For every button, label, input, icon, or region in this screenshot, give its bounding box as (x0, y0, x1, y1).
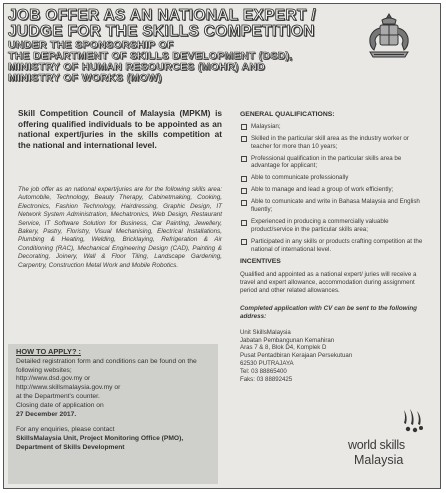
logo-text-line-1: world skills (348, 438, 405, 452)
cv-note: Completed application with CV can be sent to the following address: (240, 304, 418, 320)
checkbox-icon (241, 239, 247, 245)
checkbox-icon (241, 156, 247, 162)
how-to-apply-heading: HOW TO APPLY? : (16, 347, 82, 356)
contact-office: SkillsMalaysia Unit, Project Monitoring Office (PMO), Department of Skills Development (16, 435, 184, 451)
list-item: Professional qualification in the particular skills area be advantage for applicant; (240, 155, 426, 171)
checkbox-icon (241, 200, 247, 206)
apply-counter-text: at the Department's counter. (16, 392, 100, 400)
advert-header (8, 8, 362, 84)
worldskills-mark-icon (400, 408, 426, 434)
list-item: Malaysian; (240, 123, 426, 131)
headline-line-1: JOB OFFER AS AN NATIONAL EXPERT / (8, 7, 316, 24)
list-item: Able to comunicate and write in Bahasa Malaysia and English fluently; (240, 198, 426, 214)
intro-paragraph: Skill Competition Council of Malaysia (MPKM) is offering qualified individuals to be appointed as an national expert/juries in the skills competition at the national and international level. (18, 108, 222, 150)
postal-address (240, 329, 370, 384)
qualifications-list (240, 123, 426, 254)
checkbox-icon (241, 220, 247, 226)
list-item: Experienced in producing a commercially valuable product/service in the particular skills area; (240, 218, 426, 234)
apply-instructions: Detailed registration form and conditions can be found on the following websites; (16, 357, 197, 374)
list-item: Skilled in the particular skill area as the industry worker or teacher for more than 10 years; (240, 135, 426, 151)
enquiry-text: For any enquiries, please contact (16, 426, 115, 434)
fax-number: Faks: 03 88892425 (240, 376, 293, 384)
sponsor-line-3: MINISTRY OF HUMAN RESOURCES (MOHR) AND (8, 61, 266, 73)
address-line: 62530 PUTRAJAYA (240, 360, 294, 368)
address-line: Jabatan Pembangunan Kemahiran (240, 336, 335, 344)
checkbox-icon (241, 124, 247, 130)
headline-line-2: JUDGE FOR THE SKILLS COMPETITION (8, 23, 315, 40)
logo-text-line-2: Malaysia (354, 453, 404, 467)
right-column (240, 111, 426, 384)
general-qualifications-heading: GENERAL QUALIFICATIONS: (240, 111, 335, 118)
skillsmalaysia-website-link[interactable]: http://www.skillsmalaysia.gov.my or (16, 384, 121, 392)
list-item: Able to communicate professionally (240, 174, 426, 182)
checkbox-icon (241, 188, 247, 194)
worldskills-malaysia-logo (348, 408, 430, 474)
malaysia-coat-of-arms-icon (360, 10, 418, 66)
closing-date-label: Closing date of application on (16, 401, 104, 409)
sponsor-line-2: THE DEPARTMENT OF SKILLS DEVELOPMENT (DSD), (8, 50, 293, 62)
checkbox-icon (241, 136, 247, 142)
phone-number: Tel: 03 88865400 (240, 368, 287, 376)
checkbox-icon (241, 176, 247, 182)
closing-date: 27 December 2017. (16, 410, 77, 418)
list-item: Able to manage and lead a group of work efficiently; (240, 186, 426, 194)
dsd-website-link[interactable]: http://www.dsd.gov.my or (16, 375, 91, 383)
address-line: Unit SkillsMalaysia (240, 328, 291, 336)
incentives-heading: INCENTIVES (240, 258, 281, 266)
skills-area-paragraph: The job offer as an national expert/juries are for the following skills area: Automobile, Technology, Beauty Therapy, Cabinetmaking, Cooking, Electronics, Fashion Technology, Hairdressing, Graphic Design, IT Network System Administration, Mechatronics, Web Design, Restaurant Service, IT Software Solution for Business, Car Painting, Jewellery, Bakery, Pastry, Floristry, Visual Mechanising, Electrical Installations, Plumbing & Heating, Welding, Bricklaying, Refrigeration & Air Conditioning (RAC), Mechanical Engineering Design (CAD), Painting & Decorating, Joinery, Wall & Floor Tiling, Landscape Gardening, Carpentry, Construction Metal Work and Mobile Robotics. (18, 186, 222, 269)
sponsor-line-1: UNDER THE SPONSORSHIP OF (8, 39, 174, 51)
address-line: Aras 7 & 8, Blok D4, Komplek D (240, 344, 327, 352)
incentives-text: Qualified and appointed as a national expert/ juries will receive a travel and expert allowance, accommodation during assignment period and other related allowances. (240, 271, 417, 294)
address-line: Pusat Pentadbiran Kerajaan Persekutuan (240, 352, 353, 360)
sponsor-line-4: MINISTRY OF WORKS (MOW) (8, 72, 162, 84)
job-offer-advertisement (3, 3, 441, 489)
list-item: Participated in any skills or products crafting competition at the national of international level. (240, 238, 426, 254)
how-to-apply-box (8, 344, 218, 484)
